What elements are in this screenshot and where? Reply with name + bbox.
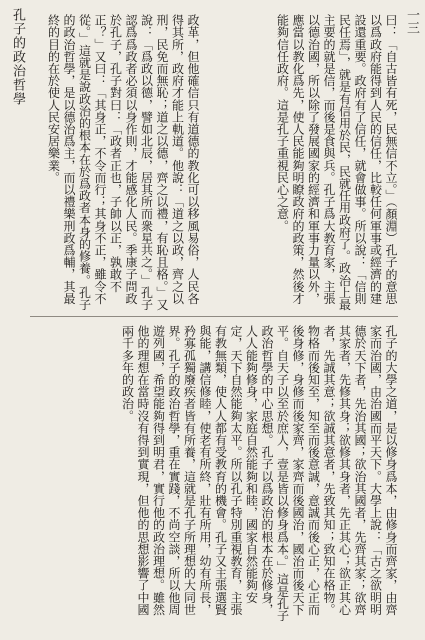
text-block-top-right: 曰：「自古皆有死，民無信不立。」（顏淵）孔子的意思以爲政府能得到人民的信任，比較任何軍事或經濟的建設還重要。政府有了信任，就會做事。所以說：「信則民任焉」，就是有信用於民，民就任用政府了。政治上最主要的就是信，而後是食與兵。孔子爲大教育家，主張以德治國，所以除了發展國家的經濟和軍事力量以外，應當以教化爲先，使人民能夠明瞭政府的政策，然後才能夠信任政府。這是孔子重視民心之意。 — [275, 14, 398, 311]
section-divider — [30, 316, 398, 317]
text-block-bottom: 孔子的大學之道，是以修身爲本，由修身而齊家，由齊家而治國，由治國而平天下。大學上說：「古之欲明明德於天下者，先治其國；欲治其國者，先齊其家；欲齊其家者，先修其身；欲修其身者，先正其心；欲正其心者，先誠其意；欲誠其意者，先致其知；致知在格物。物格而後知至，知至而後意誠，意誠而後心正，心正而後身修，身修而後家齊，家齊而後國治，國治而後天下平。自天子以至於庶人，壹是皆以修身爲本。」這是孔子政治哲學的中心思想。孔子以爲政治的根本在於修身，人人能夠修身，家庭自然能夠和睦，國家自然能夠安定，天下自然能夠太平。所以孔子特別重視教育，主張有教無類，使人人都有受教育的機會。孔子又主張選賢與能，講信修睦，使老有所終，壯有所用，幼有所長，矜寡孤獨廢疾者皆有所養，這就是孔子所理想的大同世界。孔子的政治哲學，重在實踐，不尚空談，所以他周遊列國，希望能夠得到明君，實行他的政治理想。雖然他的理想在當時沒有得到實現，但他的思想影響了中國兩千多年的政治。 — [120, 325, 398, 622]
running-head: 孔子的政治哲學 — [10, 8, 25, 106]
page-number: 一三 — [404, 8, 419, 34]
text-block-top-left: 政革，但他確信只有道德的教化可以移風易俗，人民各得其所，政府才能上軌道。他說：「道之以政，齊之以刑，民免而無恥；道之以德，齊之以禮，有恥且格。」又說：「爲政以德，譬如北辰，居其所而衆星共之。」孔子認爲爲政者必須以身作則，才能感化人民。季康子問政於孔子，孔子對曰：「政者正也，子帥以正，孰敢不正？」又曰：「其身正，不令而行；其身不正，雖令不從。」這就是說政治的根本在於爲政者本身的修養。孔子的政治哲學，是以德治爲主，而以禮樂刑政爲輔，其最終的目的在於使人民安居樂業。 — [46, 14, 200, 311]
